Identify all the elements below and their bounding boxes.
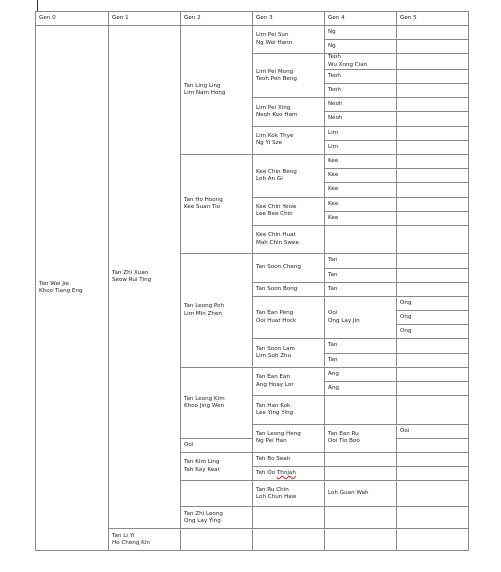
gen2-hohoong-cell[interactable] [181, 155, 253, 254]
gen4-cell[interactable]: Tan [325, 339, 397, 353]
person-name: Kee Chin Huat [256, 232, 296, 239]
person-name: Tan Ru Chin [256, 486, 289, 493]
gen4-cell[interactable]: Lim [325, 126, 397, 140]
gen5-cell[interactable] [397, 112, 469, 126]
gen3-cell[interactable] [253, 529, 325, 551]
gen4-cell[interactable]: Ng [325, 40, 397, 54]
person-name: Tan Ho Hoong [184, 196, 223, 203]
gen2-cell[interactable] [181, 529, 253, 551]
gen4-cell[interactable]: Kee [325, 155, 397, 169]
gen5-cell[interactable] [397, 268, 469, 282]
gen5-cell[interactable] [397, 453, 469, 467]
gen3-eanean-cell[interactable] [253, 367, 325, 395]
gen3-peisun-cell[interactable] [253, 26, 325, 54]
spouse-name: Wu Xong Cian [328, 61, 368, 68]
gen3-cell[interactable] [325, 507, 397, 529]
gen3-soonbong-cell[interactable]: Tan Soon Bong [253, 282, 325, 296]
gen2-leongkim-cell[interactable] [181, 367, 253, 438]
person-name: Kee Chin Beng [256, 168, 297, 175]
spouse-name: Khoo Jing Wen [184, 402, 225, 409]
gen4-cell[interactable]: Kee [325, 169, 397, 183]
header-gen-2: Gen 2 [181, 12, 253, 26]
gen3-chinhuat-cell[interactable] [253, 225, 325, 253]
person-name: Lim Pei Mong [256, 68, 294, 75]
gen4-cell[interactable] [325, 453, 397, 467]
gen2-leongpoh-cell[interactable] [181, 254, 253, 368]
gen5-cell[interactable] [397, 140, 469, 154]
person-name: Tan Leong Heng [256, 431, 301, 438]
gen3-chinyeow-cell[interactable] [253, 197, 325, 225]
text-cursor [37, 0, 38, 11]
gen4-cell[interactable]: Tan [325, 268, 397, 282]
gen4-cell[interactable] [397, 481, 469, 507]
gen3-peimong-cell[interactable] [253, 54, 325, 98]
gen5-cell[interactable] [397, 353, 469, 367]
spouse-name: Loh Chun Haw [256, 493, 297, 500]
gen4-cell[interactable]: Ooi [397, 424, 469, 438]
person-name: Tan Han Kok [256, 402, 291, 409]
gen4-cell[interactable]: Ooi [181, 438, 253, 452]
gen4-cell[interactable]: Ang [325, 382, 397, 396]
spouse-name: Lee Bee Chin [256, 211, 293, 218]
spouse-name: Ng Pei Han [256, 438, 287, 445]
gen1-spacer [181, 481, 253, 507]
gen4-cell[interactable]: Neoh [325, 112, 397, 126]
gen2-leongheng-cell[interactable] [253, 424, 325, 452]
gen5-cell[interactable] [397, 26, 469, 40]
gen3-chinbeng-cell[interactable] [253, 155, 325, 198]
person-name: Tan Leong Kim [184, 395, 225, 402]
gen5-cell[interactable] [397, 126, 469, 140]
person-name: Tan Wei Jie [39, 280, 69, 287]
person-name: Tan Kim Ling [184, 459, 220, 466]
person-name: Lim Kok Thye [256, 133, 294, 140]
person-name: Lim Pei Sun [256, 32, 289, 39]
gen3-peixing-cell[interactable] [253, 98, 325, 126]
gen3-sooncheng-cell[interactable]: Tan Soon Cheng [253, 254, 325, 282]
gen5-cell[interactable] [397, 169, 469, 183]
gen3-boseah-cell[interactable]: Teh Bo Seah [253, 453, 325, 467]
person-name: Tan Zhi Leong [184, 510, 223, 517]
spouse-name: Lee Ying Ying [256, 409, 294, 416]
gen3-oothnjah-cell[interactable] [253, 467, 325, 481]
header-gen-0: Gen 0 [36, 12, 109, 26]
gen5-cell[interactable] [397, 367, 469, 381]
spouse-name: Teh Kay Keat [184, 466, 220, 473]
header-row [36, 12, 469, 26]
gen4-cell[interactable] [325, 54, 397, 70]
gen5-cell[interactable] [397, 211, 469, 225]
gen4-cell[interactable]: Kee [325, 183, 397, 197]
spouse-name: Loh An Gi [256, 175, 283, 182]
gen4-cell[interactable]: Kee [325, 211, 397, 225]
gen4-cell[interactable]: Lim [325, 140, 397, 154]
person-name: Tan Ean Ru [328, 431, 359, 438]
header-gen-4: Gen 4 [325, 12, 397, 26]
gen4-cell[interactable] [325, 467, 397, 481]
header-gen-3: Gen 3 [253, 12, 325, 26]
gen2-cell[interactable] [253, 507, 325, 529]
gen3-guanwah-cell[interactable]: Loh Guan Wah [325, 481, 397, 507]
gen4-cell[interactable]: Ng [325, 26, 397, 40]
gen5-cell[interactable] [397, 339, 469, 353]
person-name: Tan Ling Ling [184, 82, 221, 89]
gen4-cell[interactable]: Teoh [325, 69, 397, 83]
gen2-kimling-cell[interactable] [181, 453, 253, 481]
gen4-cell[interactable] [325, 396, 397, 424]
spouse-name: Ooi Tio Boo [328, 438, 360, 445]
misspelled-word: Thnjah [276, 470, 296, 477]
spouse-name: Ho Cheng Kin [112, 539, 150, 546]
spouse-name: Ong Lay Jin [328, 317, 360, 324]
gen5-cell[interactable] [397, 282, 469, 296]
gen5-cell[interactable]: Ong [397, 311, 469, 325]
person-name: Tan Ean Peng [256, 310, 294, 317]
person-name: Teh Oo [256, 470, 277, 477]
spouse-name: Lim Min Zhen [184, 310, 222, 317]
gen1-zhixuan-cell[interactable] [109, 26, 181, 529]
spouse-name: Seow Rui Ting [112, 277, 152, 284]
header-gen-5: Gen 5 [397, 12, 469, 26]
spouse-name: Teoh Poh Beng [256, 75, 297, 82]
gen4-cell[interactable] [397, 507, 469, 529]
gen5-cell[interactable] [397, 69, 469, 83]
person-name: Ooi [328, 310, 338, 317]
gen5-cell[interactable] [397, 98, 469, 112]
spouse-name: Ong Lay Ying [184, 517, 221, 524]
gen3-hankok-cell[interactable] [253, 396, 325, 424]
gen5-cell[interactable] [397, 197, 469, 211]
gen4-cell[interactable]: Ang [325, 367, 397, 381]
gen4-cell[interactable] [325, 225, 397, 253]
table-row [36, 26, 469, 40]
gen4-cell[interactable]: Tan [325, 282, 397, 296]
gen4-cell[interactable]: Kee [325, 197, 397, 211]
gen4-cell[interactable]: Neoh [325, 98, 397, 112]
gen5-cell[interactable] [397, 54, 469, 70]
spouse-name: Lim Nam Hong [184, 90, 226, 97]
spouse-name: Mah Chin Swee [256, 239, 299, 246]
gen3-eanru-cell[interactable] [325, 424, 397, 452]
spouse-name: Lim Soh Zhu [256, 353, 292, 360]
person-name: Kee Chin Yeow [256, 204, 297, 211]
gen5-cell[interactable] [397, 84, 469, 98]
gen5-cell[interactable] [397, 438, 469, 452]
gen3-kokthye-cell[interactable] [253, 126, 325, 154]
person-name: Tan Soon Lam [256, 345, 295, 352]
gen2-lingling-cell[interactable] [181, 26, 253, 155]
spouse-name: Ooi Huat Hock [256, 317, 297, 324]
gen4-cell[interactable]: Teoh [325, 84, 397, 98]
person-name: Tan Zhi Xuan [112, 269, 149, 276]
person-name: Tan Li Yi [112, 532, 135, 539]
genealogy-table [35, 11, 469, 551]
gen5-cell[interactable] [397, 254, 469, 268]
gen5-cell[interactable] [397, 396, 469, 424]
spouse-name: Khoo Tiang Eng [39, 288, 83, 295]
gen5-cell[interactable] [397, 183, 469, 197]
gen4-cell[interactable]: Tan [325, 254, 397, 268]
spouse-name: Ang Hoay Lor [256, 381, 294, 388]
gen1-zhileong-cell[interactable] [181, 507, 253, 529]
gen0-root-cell[interactable] [36, 26, 109, 551]
gen5-cell[interactable] [397, 155, 469, 169]
gen5-cell[interactable] [397, 467, 469, 481]
gen3-soonlam-cell[interactable] [253, 339, 325, 367]
spouse-name: Ng Wei Hann [256, 39, 293, 46]
person-name: Tan Ean Ean [256, 374, 291, 381]
gen5-cell[interactable] [397, 40, 469, 54]
gen4-ooi-cell[interactable] [325, 296, 397, 339]
gen5-cell[interactable]: Ong [397, 325, 469, 339]
gen5-cell[interactable] [397, 225, 469, 253]
spouse-name: Kee Suan Tio [184, 204, 221, 211]
gen5-cell[interactable] [397, 382, 469, 396]
gen5-cell[interactable]: Ong [397, 296, 469, 310]
header-gen-1: Gen 1 [109, 12, 181, 26]
spouse-name: Ng Yi Sze [256, 140, 282, 147]
person-name: Tan Leong Poh [184, 303, 225, 310]
gen5-cell[interactable] [397, 529, 469, 551]
gen4-cell[interactable]: Tan [325, 353, 397, 367]
gen2-ruchin-cell[interactable] [253, 481, 325, 507]
gen4-cell[interactable] [325, 529, 397, 551]
gen3-eanpeng-cell[interactable] [253, 296, 325, 339]
spouse-name: Neoh Koo Ham [256, 111, 298, 118]
person-name: Teoh [328, 54, 341, 61]
gen1-liyi-cell[interactable] [109, 529, 181, 551]
person-name: Lim Pei Xing [256, 104, 291, 111]
